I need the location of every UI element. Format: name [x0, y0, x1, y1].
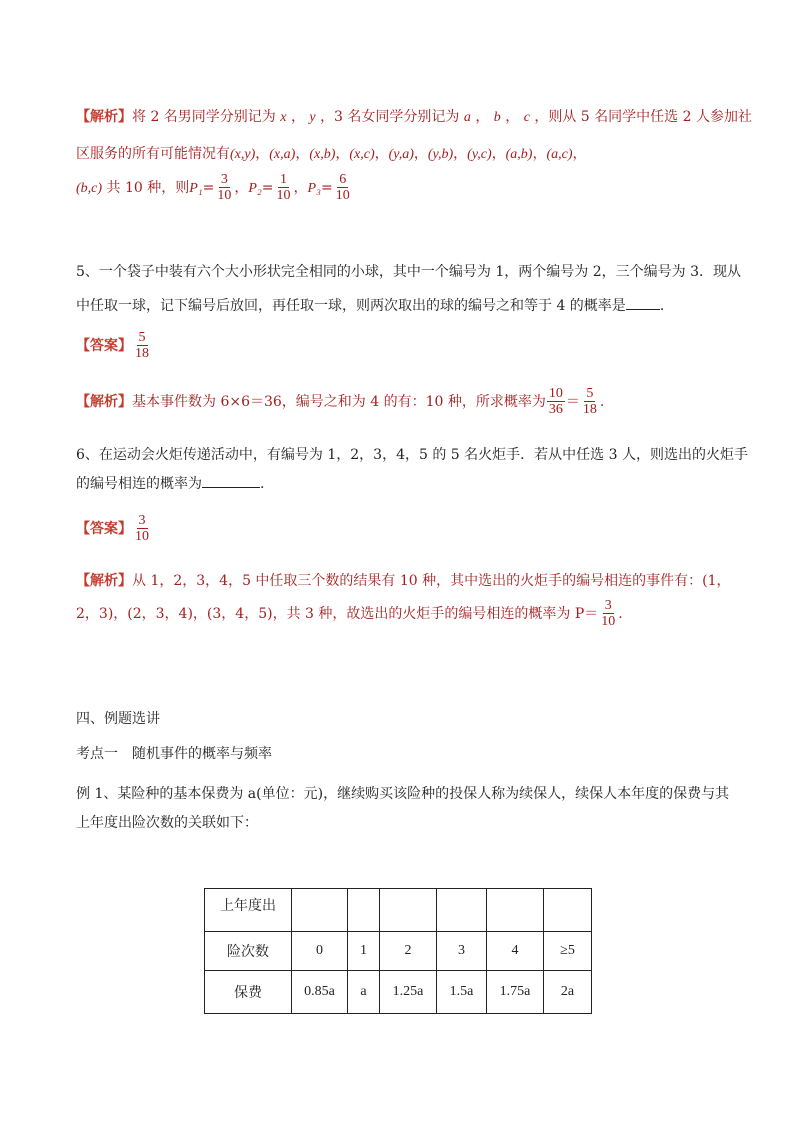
table-cell: 2a	[544, 971, 592, 1014]
analysis-label: 【解析】	[76, 573, 132, 589]
fraction-p3: $\frac{6}{10}$	[335, 172, 350, 204]
table-cell: 1.25a	[380, 971, 437, 1014]
analysis-4-line-1	[76, 106, 752, 126]
table-row	[205, 889, 592, 932]
example-1-line-2: 上年度出险次数的关联如下：	[76, 815, 258, 831]
table-cell: 0.85a	[292, 971, 348, 1014]
fraction-3-10: $\frac{3}{10}$	[601, 598, 616, 630]
table-row	[205, 971, 592, 1014]
topic-title: 考点一 随机事件的概率与频率	[76, 746, 272, 762]
answer-6	[76, 513, 152, 545]
answer-6-fraction: $\frac{3}{10}$	[135, 513, 149, 545]
fraction-p1: $\frac{3}{10}$	[217, 172, 232, 204]
question-6-line-1: 6、在运动会火炬传递活动中，有编号为 1，2，3，4，5 的 5 名火炬手．若从中任选 3 人，则选出的火炬手	[76, 447, 748, 463]
question-5-line-2: 中任取一球，记下编号后放回，再任取一球，则两次取出的球的编号之和等于 4 的概率是 .	[76, 295, 664, 315]
question-5-line-1: 5、一个袋子中装有六个大小形状完全相同的小球，其中一个编号为 1，两个编号为 2，三个编号为 3．现从	[76, 264, 741, 280]
answer-5	[76, 330, 152, 362]
analysis-label: 【解析】	[76, 393, 132, 410]
answer-label: 【答案】	[76, 520, 132, 537]
analysis-6-line-2: 2，3)，(2，3，4)，(3，4，5)，共 3 种，故选出的火炬手的编号相连的概率为 P＝ $\frac{3}{10}$ .	[76, 598, 623, 630]
fraction-p2: $\frac{1}{10}$	[276, 172, 291, 204]
answer-blank	[202, 473, 260, 488]
table-header-cell: 保费	[205, 971, 292, 1014]
analysis-label: 【解析】	[76, 109, 132, 125]
fraction-5-18: $\frac{5}{18}$	[582, 386, 597, 418]
premium-table	[204, 888, 592, 1014]
table-cell: 1.5a	[437, 971, 487, 1014]
answer-5-fraction: $\frac{5}{18}$	[135, 330, 149, 362]
analysis-5: 【解析】基本事件数为 6×6＝36，编号之和为 4 的有：10 种，所求概率为 $\frac{10}{36}$ ＝ $\frac{5}{18}$ .	[76, 386, 605, 418]
table-cell: 0	[292, 932, 348, 971]
table-cell: 4	[487, 932, 544, 971]
table-cell: 1.75a	[487, 971, 544, 1014]
table-header-cell: 上年度出	[205, 889, 292, 932]
table-cell: 3	[437, 932, 487, 971]
analysis-4-line-2: 区服务的所有可能情况有(x,y)，(x,a)，(x,b)，(x,c)，(y,a)，(y,b)，(y,c)，(a,b)，(a,c)，	[76, 146, 587, 162]
table-header-cell: 险次数	[205, 932, 292, 971]
answer-blank	[626, 295, 660, 310]
question-6-line-2: 的编号相连的概率为 .	[76, 473, 264, 493]
analysis-6-line-1: 【解析】从 1，2，3，4，5 中任取三个数的结果有 10 种，其中选出的火炬手的编号相连的事件有：(1，	[76, 573, 731, 589]
analysis-4-line-3: (b,c) 共 10 种，则P₁= $\frac{3}{10}$ ，P₂= $\frac{1}{10}$ ，P₃= $\frac{6}{10}$	[76, 172, 350, 204]
analysis-text: 将 2 名男同学分别记为 x ， y ，3 名女同学分别记为 a ， b ， c ，则从 5 名同学中任选 2 人参加社	[132, 109, 752, 125]
table-cell: 2	[380, 932, 437, 971]
table-cell: ≥5	[544, 932, 592, 971]
table-cell: 1	[348, 932, 380, 971]
answer-label: 【答案】	[76, 337, 132, 354]
fraction-10-36: $\frac{10}{36}$	[548, 386, 563, 418]
section-title: 四、例题选讲	[76, 711, 160, 727]
table-cell: a	[348, 971, 380, 1014]
table-row	[205, 932, 592, 971]
example-1-line-1: 例 1、某险种的基本保费为 a(单位：元)，继续购买该险种的投保人称为续保人，续保人本年度的保费与其	[76, 786, 730, 802]
